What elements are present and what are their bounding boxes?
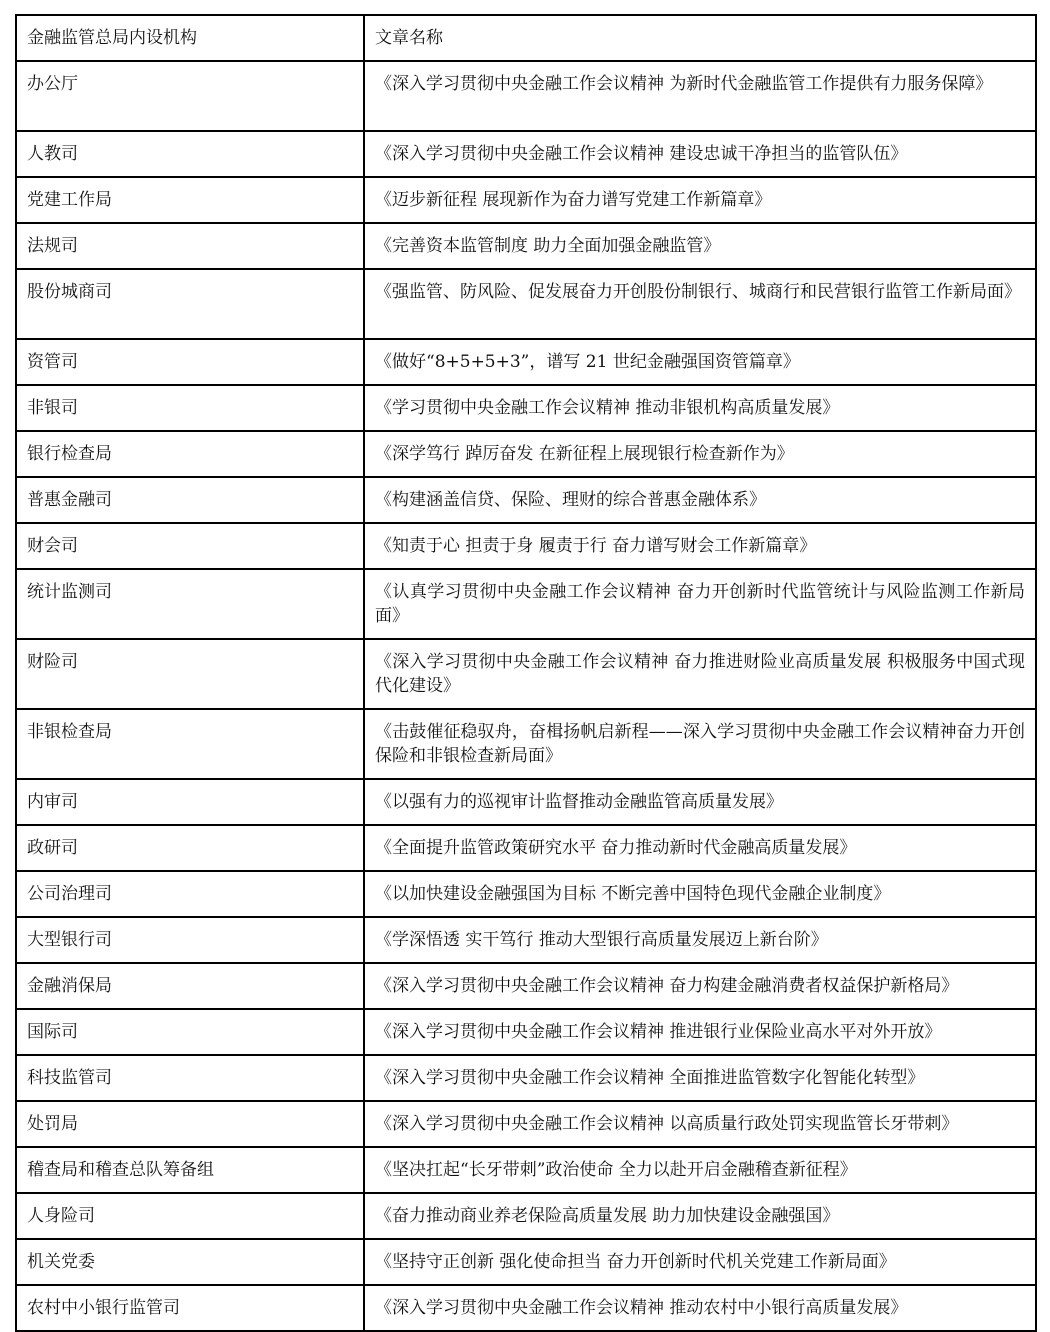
table-row xyxy=(16,1055,1036,1101)
article-title-cell: 《迈步新征程 展现新作为奋力谱写党建工作新篇章》 xyxy=(364,177,1036,223)
article-title-cell: 《深入学习贯彻中央金融工作会议精神 奋力构建金融消费者权益保护新格局》 xyxy=(364,963,1036,1009)
department-cell: 科技监管司 xyxy=(16,1055,364,1101)
department-cell: 普惠金融司 xyxy=(16,477,364,523)
table-row xyxy=(16,779,1036,825)
article-title-cell: 《做好“8+5+5+3”，谱写 21 世纪金融强国资管篇章》 xyxy=(364,339,1036,385)
department-cell: 机关党委 xyxy=(16,1239,364,1285)
table-row xyxy=(16,339,1036,385)
table-row xyxy=(16,523,1036,569)
article-title-cell: 《深入学习贯彻中央金融工作会议精神 奋力推进财险业高质量发展 积极服务中国式现代化建设》 xyxy=(364,639,1036,709)
table-row xyxy=(16,431,1036,477)
article-table xyxy=(15,14,1037,1332)
table-row xyxy=(16,1239,1036,1285)
table-row xyxy=(16,1193,1036,1239)
department-cell: 银行检查局 xyxy=(16,431,364,477)
department-cell: 非银检查局 xyxy=(16,709,364,779)
department-cell: 国际司 xyxy=(16,1009,364,1055)
department-cell: 人教司 xyxy=(16,131,364,177)
article-title-cell: 《强监管、防风险、促发展奋力开创股份制银行、城商行和民营银行监管工作新局面》 xyxy=(364,269,1036,339)
table-row xyxy=(16,709,1036,779)
department-cell: 大型银行司 xyxy=(16,917,364,963)
table-row xyxy=(16,477,1036,523)
article-title-cell: 《坚决扛起“长牙带刺”政治使命 全力以赴开启金融稽查新征程》 xyxy=(364,1147,1036,1193)
department-cell: 股份城商司 xyxy=(16,269,364,339)
article-title-cell: 《深学笃行 踔厉奋发 在新征程上展现银行检查新作为》 xyxy=(364,431,1036,477)
department-cell: 法规司 xyxy=(16,223,364,269)
department-cell: 公司治理司 xyxy=(16,871,364,917)
table-row xyxy=(16,1285,1036,1331)
department-cell: 人身险司 xyxy=(16,1193,364,1239)
table-row xyxy=(16,1147,1036,1193)
department-cell: 内审司 xyxy=(16,779,364,825)
article-title-cell: 《深入学习贯彻中央金融工作会议精神 为新时代金融监管工作提供有力服务保障》 xyxy=(364,61,1036,131)
article-title-cell: 《全面提升监管政策研究水平 奋力推动新时代金融高质量发展》 xyxy=(364,825,1036,871)
table-row xyxy=(16,639,1036,709)
header-department: 金融监管总局内设机构 xyxy=(16,15,364,61)
article-title-cell: 《坚持守正创新 强化使命担当 奋力开创新时代机关党建工作新局面》 xyxy=(364,1239,1036,1285)
department-cell: 财险司 xyxy=(16,639,364,709)
article-title-cell: 《完善资本监管制度 助力全面加强金融监管》 xyxy=(364,223,1036,269)
department-cell: 政研司 xyxy=(16,825,364,871)
table-row xyxy=(16,223,1036,269)
department-cell: 统计监测司 xyxy=(16,569,364,639)
department-cell: 财会司 xyxy=(16,523,364,569)
article-title-cell: 《学深悟透 实干笃行 推动大型银行高质量发展迈上新台阶》 xyxy=(364,917,1036,963)
table-row xyxy=(16,569,1036,639)
department-cell: 稽查局和稽查总队筹备组 xyxy=(16,1147,364,1193)
department-cell: 党建工作局 xyxy=(16,177,364,223)
table-row xyxy=(16,871,1036,917)
table-row xyxy=(16,963,1036,1009)
article-title-cell: 《知责于心 担责于身 履责于行 奋力谱写财会工作新篇章》 xyxy=(364,523,1036,569)
article-title-cell: 《学习贯彻中央金融工作会议精神 推动非银机构高质量发展》 xyxy=(364,385,1036,431)
department-cell: 农村中小银行监管司 xyxy=(16,1285,364,1331)
department-cell: 金融消保局 xyxy=(16,963,364,1009)
table-row xyxy=(16,385,1036,431)
department-cell: 办公厅 xyxy=(16,61,364,131)
table-row xyxy=(16,269,1036,339)
article-title-cell: 《构建涵盖信贷、保险、理财的综合普惠金融体系》 xyxy=(364,477,1036,523)
table-row xyxy=(16,131,1036,177)
article-title-cell: 《认真学习贯彻中央金融工作会议精神 奋力开创新时代监管统计与风险监测工作新局面》 xyxy=(364,569,1036,639)
table-header-row xyxy=(16,15,1036,61)
department-cell: 非银司 xyxy=(16,385,364,431)
article-title-cell: 《奋力推动商业养老保险高质量发展 助力加快建设金融强国》 xyxy=(364,1193,1036,1239)
article-title-cell: 《深入学习贯彻中央金融工作会议精神 建设忠诚干净担当的监管队伍》 xyxy=(364,131,1036,177)
table-row xyxy=(16,1101,1036,1147)
department-cell: 处罚局 xyxy=(16,1101,364,1147)
table-row xyxy=(16,917,1036,963)
article-title-cell: 《深入学习贯彻中央金融工作会议精神 全面推进监管数字化智能化转型》 xyxy=(364,1055,1036,1101)
article-title-cell: 《击鼓催征稳驭舟，奋楫扬帆启新程——深入学习贯彻中央金融工作会议精神奋力开创保险和非银检查新局面》 xyxy=(364,709,1036,779)
header-article-title: 文章名称 xyxy=(364,15,1036,61)
article-title-cell: 《深入学习贯彻中央金融工作会议精神 以高质量行政处罚实现监管长牙带刺》 xyxy=(364,1101,1036,1147)
table-row xyxy=(16,61,1036,131)
table-row xyxy=(16,177,1036,223)
table-row xyxy=(16,825,1036,871)
article-title-cell: 《深入学习贯彻中央金融工作会议精神 推动农村中小银行高质量发展》 xyxy=(364,1285,1036,1331)
article-title-cell: 《以加快建设金融强国为目标 不断完善中国特色现代金融企业制度》 xyxy=(364,871,1036,917)
article-title-cell: 《深入学习贯彻中央金融工作会议精神 推进银行业保险业高水平对外开放》 xyxy=(364,1009,1036,1055)
department-cell: 资管司 xyxy=(16,339,364,385)
article-title-cell: 《以强有力的巡视审计监督推动金融监管高质量发展》 xyxy=(364,779,1036,825)
table-row xyxy=(16,1009,1036,1055)
